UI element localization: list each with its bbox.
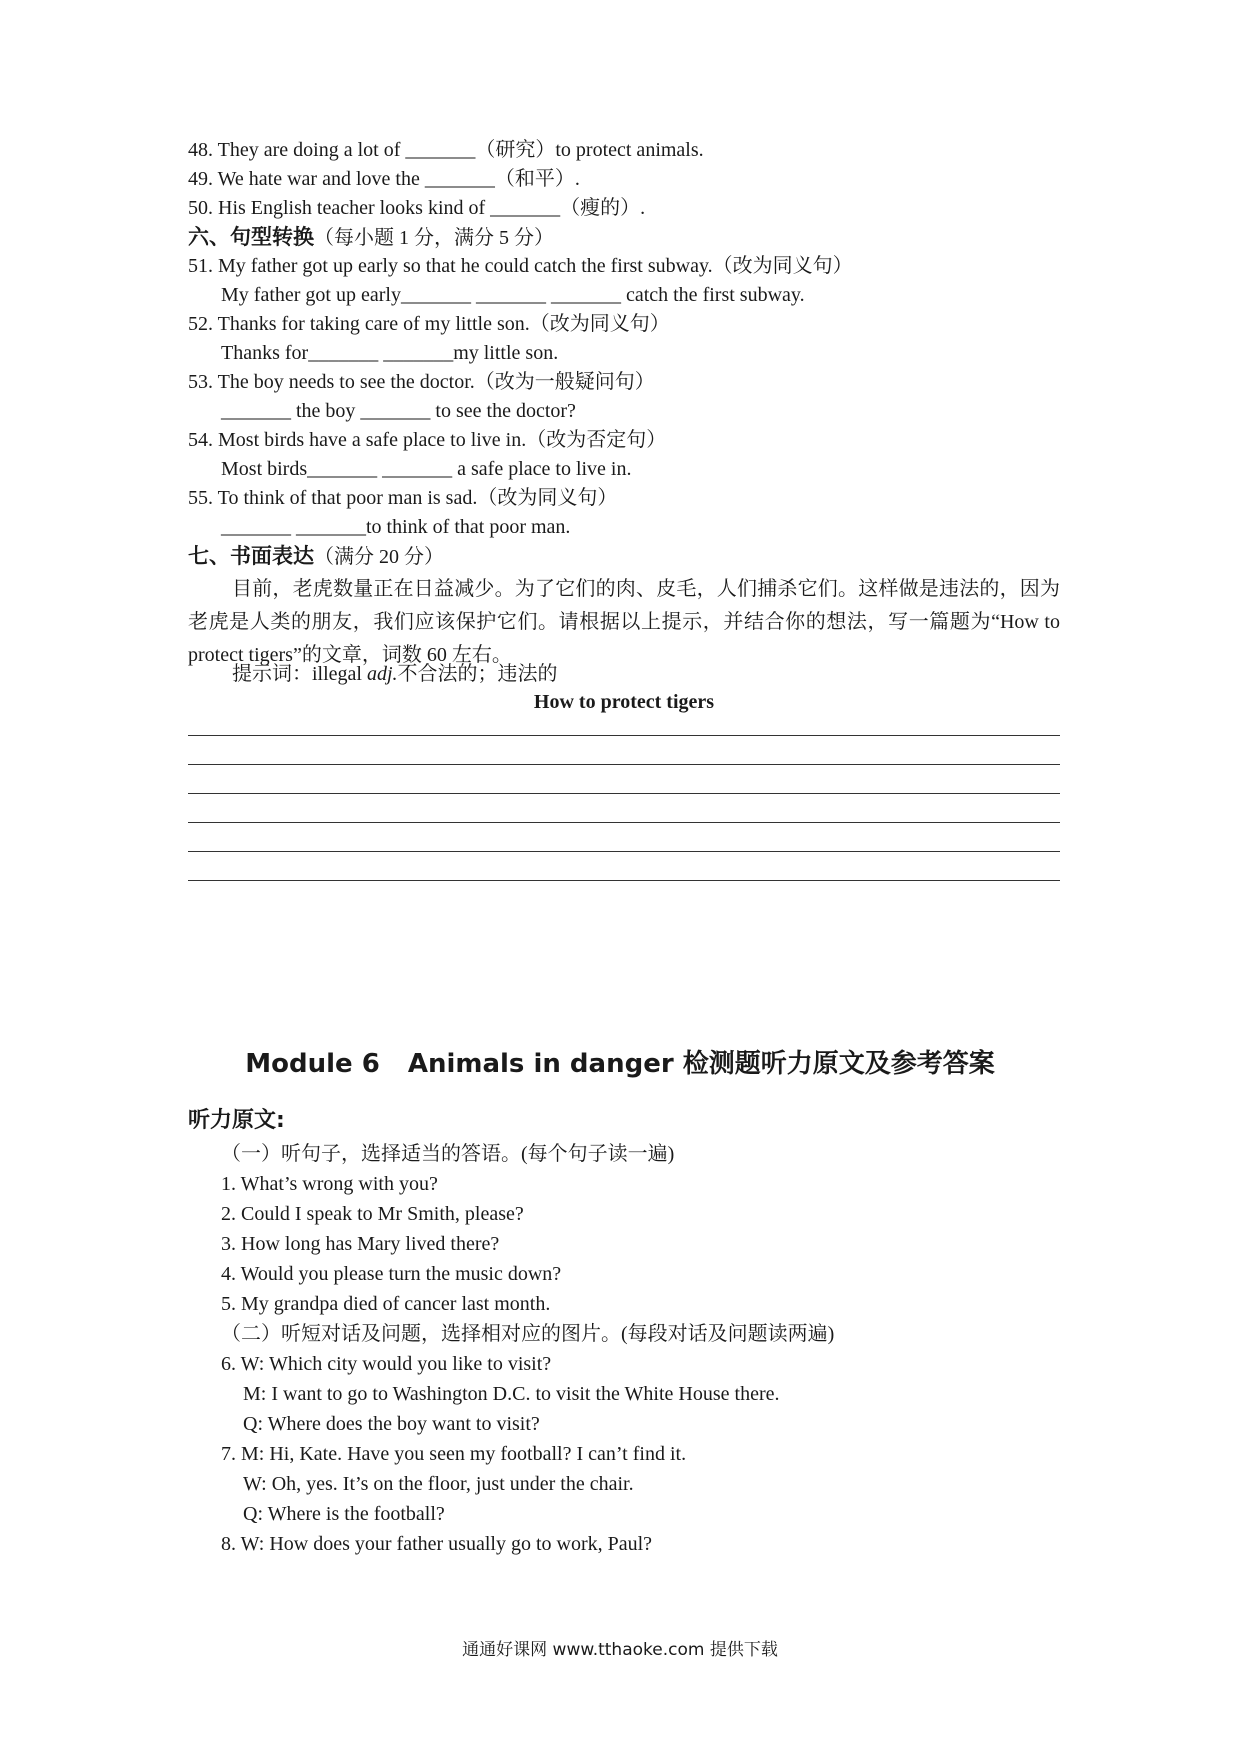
- listening-item-5: 5. My grandpa died of cancer last month.: [221, 1293, 551, 1315]
- dialog-7-line-3: Q: Where is the football?: [243, 1503, 445, 1525]
- writing-line-2: [188, 764, 1060, 765]
- listening-item-1: 1. What’s wrong with you?: [221, 1173, 438, 1195]
- item-52-answer: Thanks for_______ _______my little son.: [221, 342, 559, 364]
- writing-prompt: 目前，老虎数量正在日益减少。为了它们的肉、皮毛，人们捕杀它们。这样做是违法的，因为老虎是人类的朋友，我们应该保护它们。请根据以上提示，并结合你的想法，写一篇题为“How to protect tigers”的文章，词数 60 左右。: [188, 578, 1060, 666]
- section-6-heading: [188, 223, 554, 252]
- item-55-answer: _______ _______to think of that poor man.: [221, 516, 571, 538]
- item-51-question: 51. My father got up early so that he could catch the first subway.（改为同义句）: [188, 255, 853, 277]
- writing-hint: [232, 660, 558, 688]
- dialog-8-line-1: 8. W: How does your father usually go to work, Paul?: [221, 1533, 653, 1555]
- item-54-question: 54. Most birds have a safe place to live in.（改为否定句）: [188, 429, 667, 451]
- module-title: [0, 1046, 1240, 1082]
- writing-line-4: [188, 822, 1060, 823]
- listening-heading: 听力原文:: [188, 1108, 285, 1133]
- dialog-7-line-1: 7. M: Hi, Kate. Have you seen my football? I can’t find it.: [221, 1443, 687, 1465]
- item-55-question: 55. To think of that poor man is sad.（改为同义句）: [188, 487, 618, 509]
- writing-line-1: [188, 735, 1060, 736]
- module-title-number: Module 6: [245, 1049, 380, 1079]
- item-52-question: 52. Thanks for taking care of my little son.（改为同义句）: [188, 313, 670, 335]
- listening-item-4: 4. Would you please turn the music down?: [221, 1263, 562, 1285]
- section-6-note: （每小题 1 分，满分 5 分）: [314, 227, 554, 249]
- essay-title: How to protect tigers: [533, 691, 715, 713]
- dialog-6-line-3: Q: Where does the boy want to visit?: [243, 1413, 540, 1435]
- writing-line-5: [188, 851, 1060, 852]
- dialog-7-line-2: W: Oh, yes. It’s on the floor, just under the chair.: [243, 1473, 634, 1495]
- item-48: 48. They are doing a lot of _______（研究）to protect animals.: [188, 139, 704, 161]
- item-54-answer: Most birds_______ _______ a safe place to live in.: [221, 458, 632, 480]
- dialog-6-line-1: 6. W: Which city would you like to visit?: [221, 1353, 552, 1375]
- section-6-title: 六、句型转换: [188, 225, 314, 249]
- listening-item-2: 2. Could I speak to Mr Smith, please?: [221, 1203, 524, 1225]
- item-51-answer: My father got up early_______ _______ _______ catch the first subway.: [221, 284, 805, 306]
- item-50: 50. His English teacher looks kind of _______（瘦的）.: [188, 197, 646, 219]
- hint-meaning: 不合法的；违法的: [397, 663, 558, 685]
- module-title-text: Animals in danger 检测题听力原文及参考答案: [407, 1049, 995, 1079]
- item-49: 49. We hate war and love the _______（和平）.: [188, 168, 580, 190]
- page-footer: 通通好课网 www.tthaoke.com 提供下载: [462, 1640, 778, 1660]
- hint-pos: adj.: [366, 663, 398, 685]
- listening-part-2-title: （二）听短对话及问题，选择相对应的图片。(每段对话及问题读两遍): [221, 1323, 835, 1345]
- listening-part-1-title: （一）听句子，选择适当的答语。(每个句子读一遍): [221, 1143, 675, 1165]
- writing-line-6: [188, 880, 1060, 881]
- dialog-6-line-2: M: I want to go to Washington D.C. to visit the White House there.: [243, 1383, 780, 1405]
- writing-line-3: [188, 793, 1060, 794]
- listening-item-3: 3. How long has Mary lived there?: [221, 1233, 500, 1255]
- section-7-title: 七、书面表达: [188, 544, 314, 568]
- item-53-answer: _______ the boy _______ to see the doctor?: [221, 400, 576, 422]
- section-7-heading: [188, 542, 444, 571]
- item-53-question: 53. The boy needs to see the doctor.（改为一般疑问句）: [188, 371, 655, 393]
- section-7-note: （满分 20 分）: [314, 546, 444, 568]
- hint-prefix: 提示词：illegal: [232, 663, 367, 685]
